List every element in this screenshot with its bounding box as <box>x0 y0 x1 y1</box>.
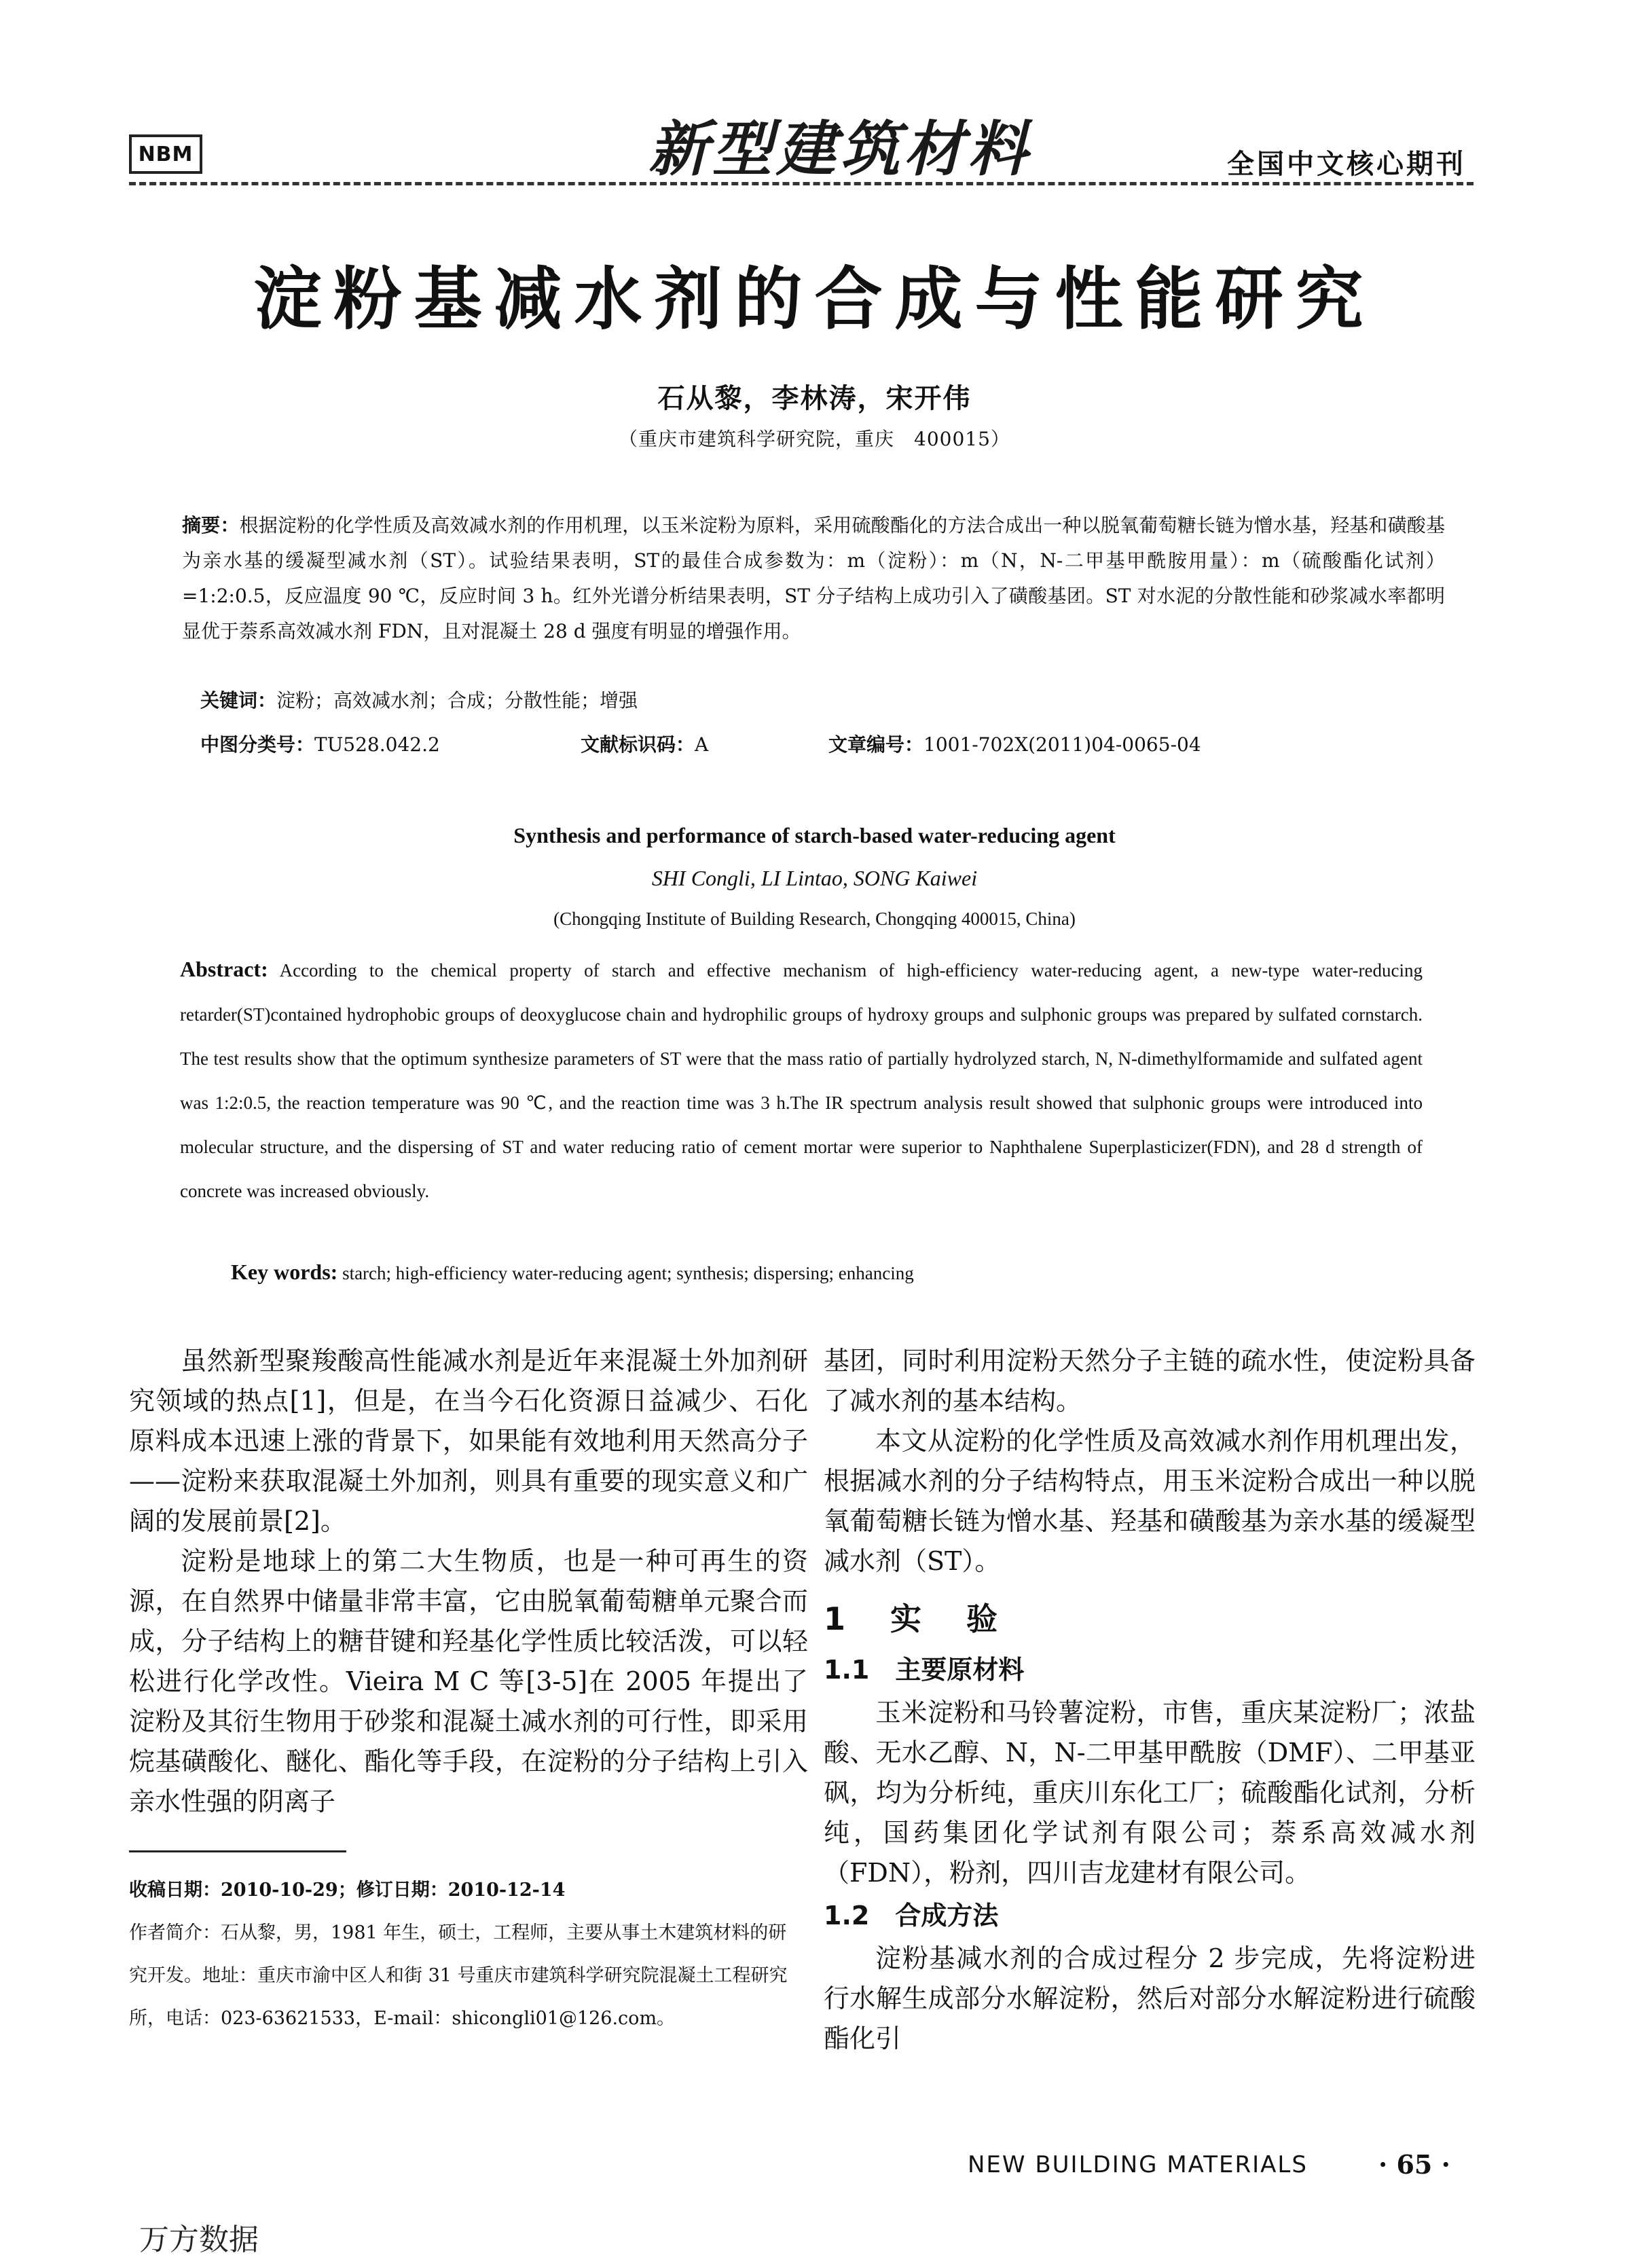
doc-label: 文献标识码： <box>581 733 695 756</box>
journal-logo <box>129 134 202 174</box>
abstract-en <box>180 947 1423 1213</box>
logo-text: NBM <box>138 142 194 166</box>
english-title: Synthesis and performance of starch-based water-reducing agent <box>513 823 1116 847</box>
page-number: · 65 · <box>1378 2149 1450 2180</box>
paper-title: 淀粉基减水剂的合成与性能研究 <box>253 259 1376 339</box>
clc-label: 中图分类号： <box>200 733 315 756</box>
article-label: 文章编号： <box>828 733 924 756</box>
keywords-en <box>231 1260 914 1285</box>
core-journal-label: 全国中文核心期刊 <box>1227 149 1466 180</box>
clc-value: TU528.042.2 <box>314 733 440 756</box>
paragraph: 淀粉基减水剂的合成过程分 2 步完成，先将淀粉进行水解生成部分水解淀粉，然后对部分水解淀粉进行硫酸酯化引 <box>824 1943 1476 2053</box>
journal-masthead: 新型建筑材料 <box>648 113 1032 184</box>
received-dates: 收稿日期：2010-10-29；修订日期：2010-12-14 <box>129 1880 566 1901</box>
keywords-en-text: starch; high-efficiency water-reducing agent; synthesis; dispersing; enhancing <box>342 1263 914 1283</box>
paragraph: 淀粉是地球上的第二大生物质，也是一种可再生的资源，在自然界中储量非常丰富，它由脱氧葡萄糖单元聚合而成，分子结构上的糖苷键和羟基化学性质比较活泼，可以轻松进行化学改性。Vieira M C 等[3-5]在 2005 年提出了淀粉及其衍生物用于砂浆和混凝土减水剂的可行性，即采用烷基磺酸化、醚化、酯化等手段，在淀粉的分子结构上引入亲水性强的阴离子 <box>129 1546 808 1816</box>
english-authors: SHI Congli, LI Lintao, SONG Kaiwei <box>651 866 978 890</box>
footnote-divider <box>129 1850 346 1852</box>
subsection-heading: 1.1 主要原材料 <box>824 1655 1025 1685</box>
author-bio: 作者简介：石从黎，男，1981 年生，硕士，工程师，主要从事土木建筑材料的研究开发。地址：重庆市渝中区人和街 31 号重庆市建筑科学研究院混凝土工程研究所，电话：023-63621533，E-mail：shicongli01@126.com。 <box>129 1922 788 2029</box>
paragraph: 虽然新型聚羧酸高性能减水剂是近年来混凝土外加剂研究领域的热点[1]，但是，在当今石化资源日益减少、石化原料成本迅速上涨的背景下，如果能有效地利用天然高分子——淀粉来获取混凝土外加剂，则具有重要的现实意义和广阔的发展前景[2]。 <box>129 1346 808 1536</box>
keywords-cn-text: 淀粉；高效减水剂；合成；分散性能；增强 <box>276 689 638 712</box>
footer-journal-name: NEW BUILDING MATERIALS <box>968 2151 1308 2178</box>
article-value: 1001-702X(2011)04-0065-04 <box>923 733 1201 756</box>
clc-code <box>200 730 440 757</box>
abstract-cn-label: 摘要： <box>182 514 240 536</box>
watermark: 万方数据 <box>139 2223 259 2257</box>
footnotes <box>129 1869 801 2040</box>
doc-value: A <box>695 733 709 756</box>
body-left-column <box>129 1341 808 1822</box>
abstract-en-text: According to the chemical property of starch and effective mechanism of high-efficiency water-reducing agent, a new-type water-reducing retarder(ST)contained hydrophobic groups of deoxyglucose chain and hydrophilic groups of hydroxy groups and sulphonic groups was prepared by sulfated cornstarch. The test results show that the optimum synthesize parameters of ST were that the mass ratio of partially hydrolyzed starch, N, N-dimethylformamide and sulfated agent was 1:2:0.5, the reaction temperature was 90 ℃, and the reaction time was 3 h.The IR spectrum analysis result showed that sulphonic groups were introduced into molecular structure, and the dispersing of ST and water reducing ratio of cement mortar were superior to Naphthalene Superplasticizer(FDN), and 28 d strength of concrete was increased obviously. <box>180 960 1423 1201</box>
abstract-cn <box>182 508 1445 649</box>
abstract-en-label: Abstract: <box>180 957 268 981</box>
paragraph: 基团，同时利用淀粉天然分子主链的疏水性，使淀粉具备了减水剂的基本结构。 <box>824 1346 1476 1416</box>
keywords-cn <box>200 686 638 713</box>
subsection-heading: 1.2 合成方法 <box>824 1901 999 1931</box>
keywords-cn-label: 关键词： <box>200 689 277 712</box>
document-code <box>581 730 708 757</box>
body-right-column <box>824 1341 1476 2059</box>
header-divider <box>129 182 1474 185</box>
author-list: 石从黎，李林涛，宋开伟 <box>657 383 972 414</box>
section-heading: 1 实 验 <box>824 1601 1005 1637</box>
article-number <box>828 730 1201 757</box>
abstract-cn-text: 根据淀粉的化学性质及高效减水剂的作用机理，以玉米淀粉为原料，采用硫酸酯化的方法合成出一种以脱氧葡萄糖长链为憎水基，羟基和磺酸基为亲水基的缓凝型减水剂（ST）。试验结果表明，ST的最佳合成参数为：m（淀粉）：m（N，N-二甲基甲酰胺用量）：m（硫酸酯化试剂）=1:2:0.5，反应温度 90 ℃，反应时间 3 h。红外光谱分析结果表明，ST 分子结构上成功引入了磺酸基团。ST 对水泥的分散性能和砂浆减水率都明显优于萘系高效减水剂 FDN，且对混凝土 28 d 强度有明显的增强作用。 <box>182 514 1445 642</box>
paragraph: 本文从淀粉的化学性质及高效减水剂作用机理出发，根据减水剂的分子结构特点，用玉米淀粉合成出一种以脱氧葡萄糖长链为憎水基、羟基和磺酸基为亲水基的缓凝型减水剂（ST）。 <box>824 1426 1476 1576</box>
english-affiliation: (Chongqing Institute of Building Research, Chongqing 400015, China) <box>553 909 1076 929</box>
keywords-en-label: Key words: <box>231 1260 338 1284</box>
affiliation: （重庆市建筑科学研究院，重庆 400015） <box>619 428 1010 450</box>
paragraph: 玉米淀粉和马铃薯淀粉，市售，重庆某淀粉厂；浓盐酸、无水乙醇、N，N-二甲基甲酰胺（DMF）、二甲基亚砜，均为分析纯，重庆川东化工厂；硫酸酯化试剂，分析纯，国药集团化学试剂有限公司；萘系高效减水剂（FDN），粉剂，四川吉龙建材有限公司。 <box>824 1698 1476 1888</box>
